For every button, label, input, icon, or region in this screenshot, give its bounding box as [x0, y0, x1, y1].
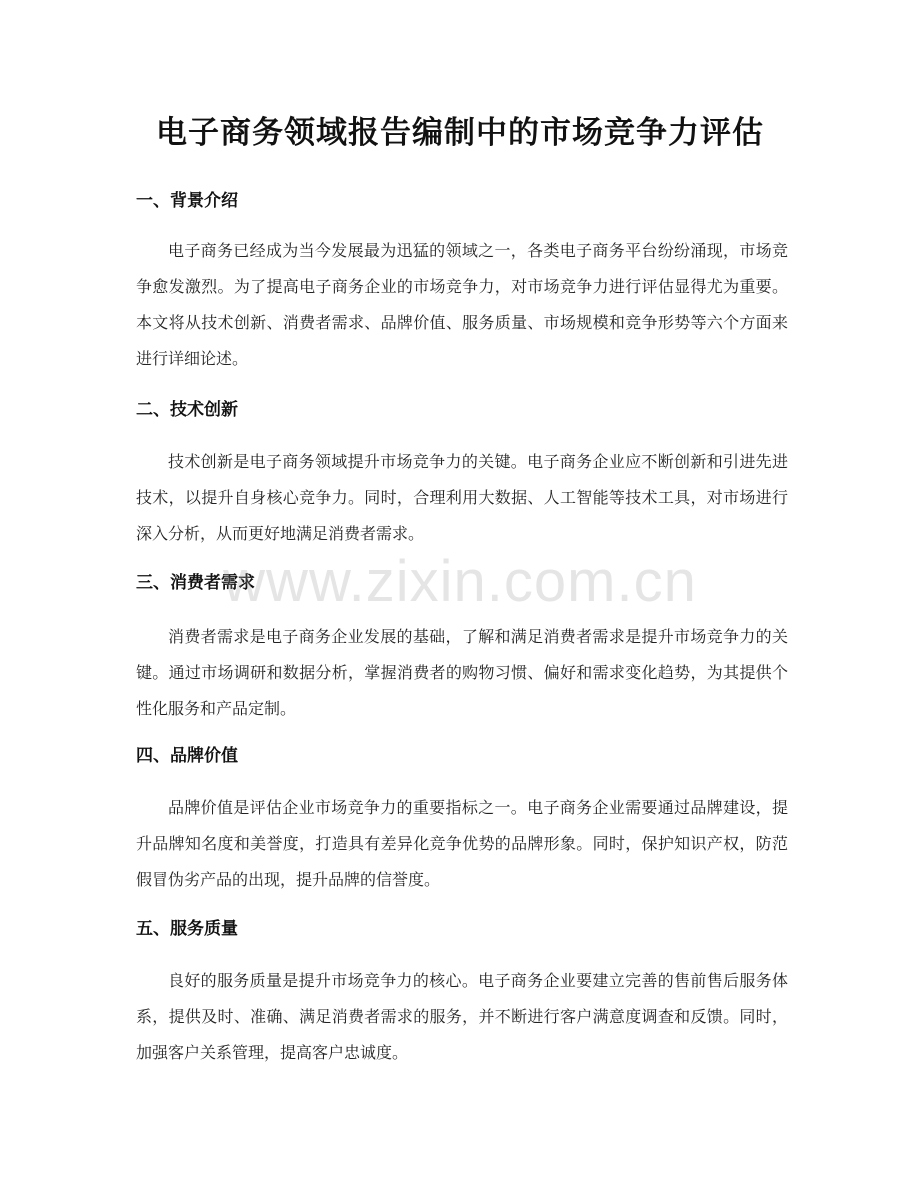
section-body-consumer-demand: 消费者需求是电子商务企业发展的基础，了解和满足消费者需求是提升市场竞争力的关键。通过市场调研和数据分析，掌握消费者的购物习惯、偏好和需求变化趋势，为其提供个性化服务和产品定制。	[136, 627, 788, 718]
section-heading-background: 一、背景介绍	[136, 191, 238, 211]
section-body-tech-innovation: 技术创新是电子商务领域提升市场竞争力的关键。电子商务企业应不断创新和引进先进技术，以提升自身核心竞争力。同时，合理利用大数据、人工智能等技术工具，对市场进行深入分析，从而更好地满足消费者需求。	[136, 452, 788, 543]
watermark-text: www.zixin.com.cn	[223, 549, 697, 614]
section-heading-consumer-demand: 三、消费者需求	[136, 573, 255, 593]
section-heading-service-quality: 五、服务质量	[136, 919, 238, 939]
document-title: 电子商务领域报告编制中的市场竞争力评估	[156, 115, 764, 151]
section-body-brand-value: 品牌价值是评估企业市场竞争力的重要指标之一。电子商务企业需要通过品牌建设，提升品牌知名度和美誉度，打造具有差异化竞争优势的品牌形象。同时，保护知识产权，防范假冒伪劣产品的出现，提升品牌的信誉度。	[136, 798, 788, 889]
section-heading-tech-innovation: 二、技术创新	[136, 400, 238, 420]
section-body-service-quality: 良好的服务质量是提升市场竞争力的核心。电子商务企业要建立完善的售前售后服务体系，提供及时、准确、满足消费者需求的服务，并不断进行客户满意度调查和反馈。同时，加强客户关系管理，提高客户忠诚度。	[136, 971, 788, 1062]
section-heading-brand-value: 四、品牌价值	[136, 746, 238, 766]
section-body-background: 电子商务已经成为当今发展最为迅猛的领域之一，各类电子商务平台纷纷涌现，市场竞争愈发激烈。为了提高电子商务企业的市场竞争力，对市场竞争力进行评估显得尤为重要。本文将从技术创新、消费者需求、品牌价值、服务质量、市场规模和竞争形势等六个方面来进行详细论述。	[136, 241, 788, 368]
